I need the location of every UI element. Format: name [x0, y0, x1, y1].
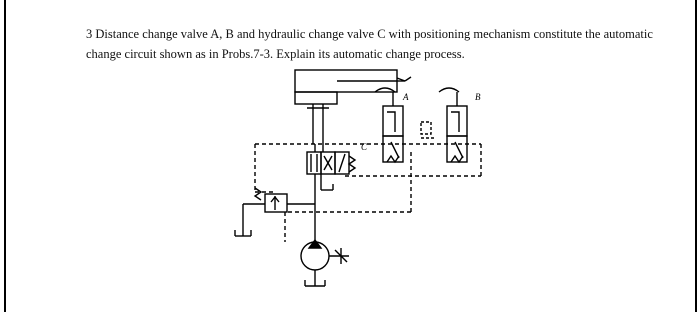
question-line-1: 3 Distance change valve A, B and hydraulic change valve C with positioning mechanism constitute the automatic	[86, 27, 653, 41]
circuit-svg	[225, 64, 505, 296]
tank-symbols-a	[421, 122, 435, 138]
left-border-rule	[4, 0, 6, 312]
label-c: C	[361, 142, 368, 152]
hydraulic-pump	[301, 174, 349, 286]
distance-valve-a	[375, 88, 409, 162]
right-border-rule	[695, 0, 697, 312]
change-valve-c	[307, 142, 368, 190]
question-line-2: change circuit shown as in Probs.7-3. Explain its automatic change process.	[86, 47, 465, 61]
hydraulic-cylinder	[295, 70, 411, 144]
question-text	[86, 24, 656, 64]
distance-valve-b	[439, 88, 481, 162]
hydraulic-circuit-diagram	[225, 64, 505, 301]
label-b: B	[475, 92, 481, 102]
label-a: A	[403, 92, 409, 102]
